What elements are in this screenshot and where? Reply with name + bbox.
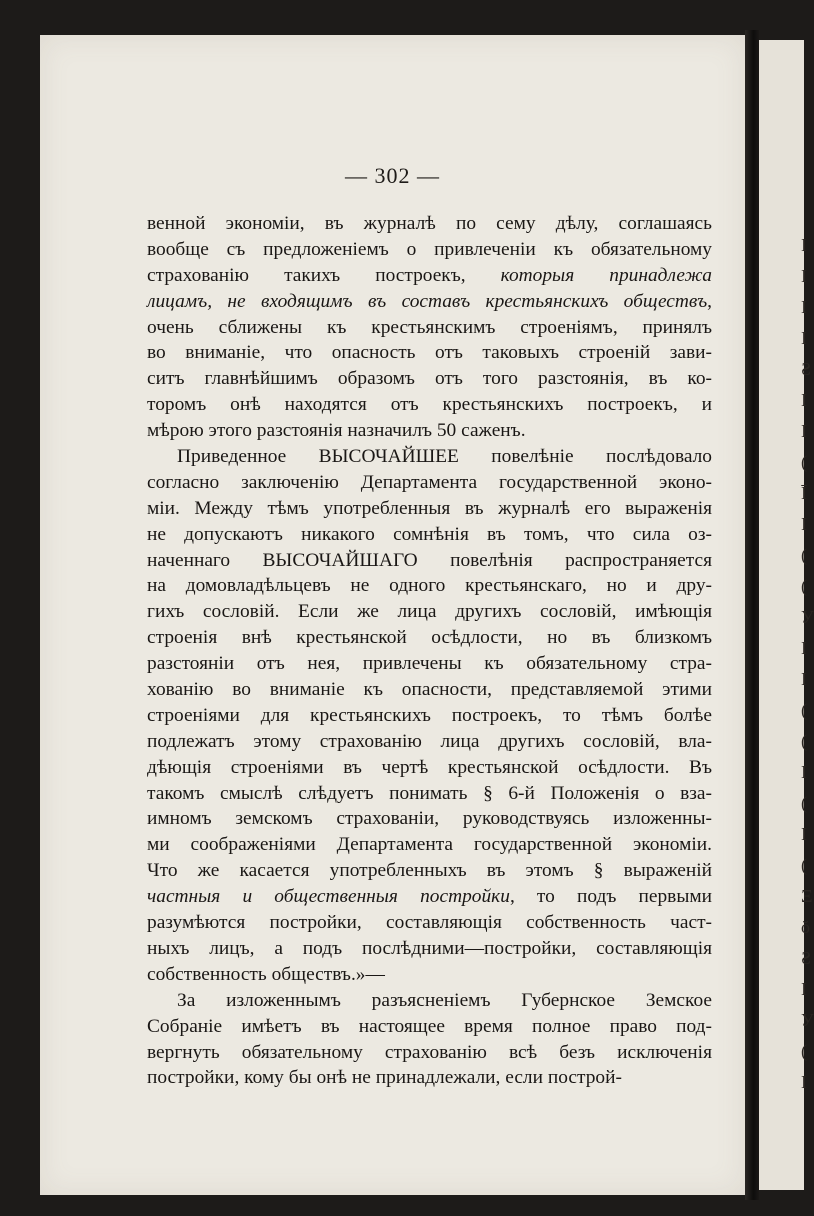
book-gutter [745,30,759,1200]
text-line: дѣющія строеніями въ чертѣ крестьянской осѣдлости. Въ [147,756,712,778]
text-line: частныя и общественныя постройки, то подъ первыми [147,886,712,908]
edge-letter: I [801,514,807,534]
text-line: страхованію такихъ построекъ, которыя принадлежа [147,264,712,286]
text-line: собственность обществъ.»— [147,963,385,985]
page-number: — 302 — [345,163,440,188]
edge-letter: ( [801,700,807,720]
text-line: подлежатъ этому страхованію лица другихъ сословій, вла- [147,730,712,752]
text-line: міи. Между тѣмъ употребленныя въ журналѣ его выраженія [147,497,712,519]
text-line: имномъ земскомъ страхованіи, руководствуясь изложенны- [147,808,712,830]
edge-letter: Ξ [801,886,813,906]
text-line: разстояніи отъ нея, привлечены къ обязательному стра- [147,653,712,675]
text-line: во вниманіе, что опасность отъ таковыхъ строеній зави- [147,342,712,364]
adjacent-page-edge [759,40,814,1190]
edge-letter: ( [801,545,807,565]
edge-letter: I [801,762,807,782]
text-line: венной экономіи, въ журналѣ по сему дѣлу, соглашаясь [147,213,712,234]
edge-letter: ŏ [801,917,810,937]
edge-letter: ( [801,731,807,751]
text-line: вообще съ предложеніемъ о привлеченіи къ обязательному [147,238,712,260]
edge-letter: ( [801,1041,807,1061]
text-line: торомъ онѣ находятся отъ крестьянскихъ построекъ, и [147,394,712,416]
edge-letter: У [801,1010,814,1030]
edge-letter: ( [801,576,807,596]
text-line: ми соображеніями Департамента государственной экономіи. [147,834,712,856]
body-text [147,211,712,1091]
edge-letter: I [801,979,807,999]
text-line: строенія внѣ крестьянской осѣдлости, но въ близкомъ [147,627,712,649]
text-line: вергнуть обязательному страхованію всѣ безъ исключенія [147,1041,712,1063]
edge-letter: Ƨ [801,359,812,379]
edge-letter: I [801,669,807,689]
text-line: разумѣются постройки, составляющія собственность част- [147,912,712,934]
text-line: хованію во вниманіе къ опасности, представляемой этими [147,679,712,701]
text-line: ситъ главнѣйшимъ образомъ отъ того разстоянія, въ ко- [147,368,712,390]
text-line: не допускаютъ никакого сомнѣнія въ томъ, что сила оз- [147,523,712,545]
text-line: согласно заключенію Департамента государственной эконо- [147,471,712,493]
edge-letter: I [801,824,807,844]
text-line: наченнаго ВЫСОЧАЙШАГО повелѣнія распространяется [147,549,712,571]
edge-letter: ( [801,452,807,472]
text-line: ныхъ лицъ, а подъ послѣдними—постройки, составляющія [147,937,712,959]
edge-letter: ( [801,793,807,813]
edge-letter: I [801,297,807,317]
text-line: строеніями для крестьянскихъ построекъ, то тѣмъ болѣе [147,704,712,726]
edge-letter: У [801,607,814,627]
edge-letter: I [801,328,807,348]
edge-letter: Ƨ [801,948,812,968]
book-page [40,35,745,1195]
text-line: Собраніе имѣетъ въ настоящее время полное право под- [147,1015,712,1037]
text-line: гихъ сословій. Если же лица другихъ сословій, имѣющія [147,601,712,623]
text-line: За изложеннымъ разъясненіемъ Губернское Земское [177,989,712,1011]
text-line: Приведенное ВЫСОЧАЙШЕЕ повелѣніе послѣдовало [177,446,712,468]
edge-letter: I [801,390,807,410]
edge-letter: ( [801,855,807,875]
edge-letter: I [801,421,807,441]
text-line: лицамъ, не входящимъ въ составъ крестьянскихъ обществъ, [147,290,712,312]
text-line: постройки, кому бы онѣ не принадлежали, если построй- [147,1067,622,1089]
edge-letter: I [801,638,807,658]
edge-letter: I [801,266,807,286]
text-line: очень сближены къ крестьянскимъ строеніямъ, принялъ [147,316,712,338]
text-line: такомъ смыслѣ слѣдуетъ понимать § 6-й Положенія о вза- [147,782,712,804]
text-line: на домовладѣльцевъ не одного крестьянскаго, но и дру- [147,575,712,597]
text-line: мѣрою этого разстоянія назначилъ 50 саженъ. [147,420,526,442]
edge-letter: I [801,235,807,255]
edge-letter: I [801,1072,807,1092]
text-line: Что же касается употребленныхъ въ этомъ § выраженій [147,860,712,882]
edge-letter: Ī [801,483,807,503]
